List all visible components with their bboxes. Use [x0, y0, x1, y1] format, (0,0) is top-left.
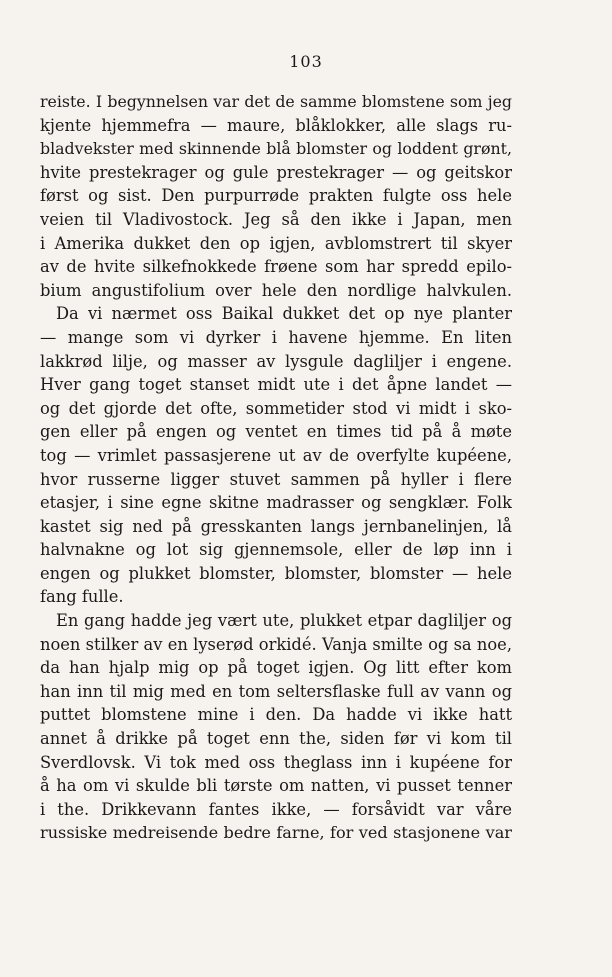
text-line: bladvekster med skinnende blå blomster og loddent grønt,: [40, 139, 512, 159]
text-line: halvnakne og lot sig gjennemsole, eller de løp inn i: [40, 540, 512, 560]
text-line: og det gjorde det ofte, sommetider stod vi midt i sko-: [40, 398, 512, 418]
paragraph: [40, 302, 512, 609]
text-line: Hver gang toget stanset midt ute i det åpne landet —: [40, 375, 512, 395]
page-number: 103: [289, 52, 323, 71]
text-line: hvor russerne ligger stuvet sammen på hyller i flere: [40, 469, 512, 489]
text-line: annet å drikke på toget enn the, siden før vi kom til: [40, 729, 512, 749]
text-line: engen og plukket blomster, blomster, blomster — hele: [40, 563, 512, 583]
text-line: hvite prestekrager og gule prestekrager — og geitskor: [40, 162, 512, 182]
text-line: bium angustifolium over hele den nordlige halvkulen.: [40, 280, 512, 300]
paragraph: [40, 90, 512, 302]
paragraph: [40, 609, 512, 845]
text-line: veien til Vladivostock. Jeg så den ikke i Japan, men: [40, 209, 512, 229]
text-line: da han hjalp mig op på toget igjen. Og litt efter kom: [40, 658, 512, 678]
text-line: i Amerika dukket den op igjen, avblomstrert til skyer: [40, 233, 512, 253]
text-line: tog — vrimlet passasjerene ut av de overfylte kupéene,: [40, 445, 512, 465]
text-line: russiske medreisende bedre farne, for ved stasjonene var: [40, 823, 512, 843]
text-line: noen stilker av en lyserød orkidé. Vanja smilte og sa noe,: [40, 634, 512, 654]
text-line: kjente hjemmefra — maure, blåklokker, alle slags ru-: [40, 115, 512, 135]
text-line: å ha om vi skulde bli tørste om natten, vi pusset tenner: [40, 776, 512, 796]
text-line: reiste. I begynnelsen var det de samme blomstene som jeg: [40, 92, 512, 111]
text-line: først og sist. Den purpurrøde prakten fulgte oss hele: [40, 186, 512, 206]
text-line: Da vi nærmet oss Baikal dukket det op nye planter: [56, 304, 512, 324]
text-line: han inn til mig med en tom seltersflaske full av vann og: [40, 681, 512, 701]
text-line: — mange som vi dyrker i havene hjemme. En liten: [40, 327, 512, 347]
text-line: fang fulle.: [40, 587, 124, 607]
text-line: gen eller på engen og ventet en times tid på å møte: [40, 422, 512, 442]
text-line: etasjer, i sine egne skitne madrasser og sengklær. Folk: [40, 493, 512, 513]
text-line: av de hvite silkefnokkede frøene som har spredd epilo-: [40, 257, 512, 277]
text-line: kastet sig ned på gresskanten langs jernbanelinjen, lå: [40, 516, 512, 536]
text-line: lakkrød lilje, og masser av lysgule dagliljer i engene.: [40, 351, 512, 371]
body-text: [40, 90, 512, 845]
text-line: En gang hadde jeg vært ute, plukket etpar dagliljer og: [56, 611, 512, 631]
text-line: puttet blomstene mine i den. Da hadde vi ikke hatt: [40, 705, 512, 725]
text-line: i the. Drikkevann fantes ikke, — forsåvidt var våre: [40, 799, 512, 819]
text-line: Sverdlovsk. Vi tok med oss theglass inn i kupéene for: [40, 752, 512, 772]
